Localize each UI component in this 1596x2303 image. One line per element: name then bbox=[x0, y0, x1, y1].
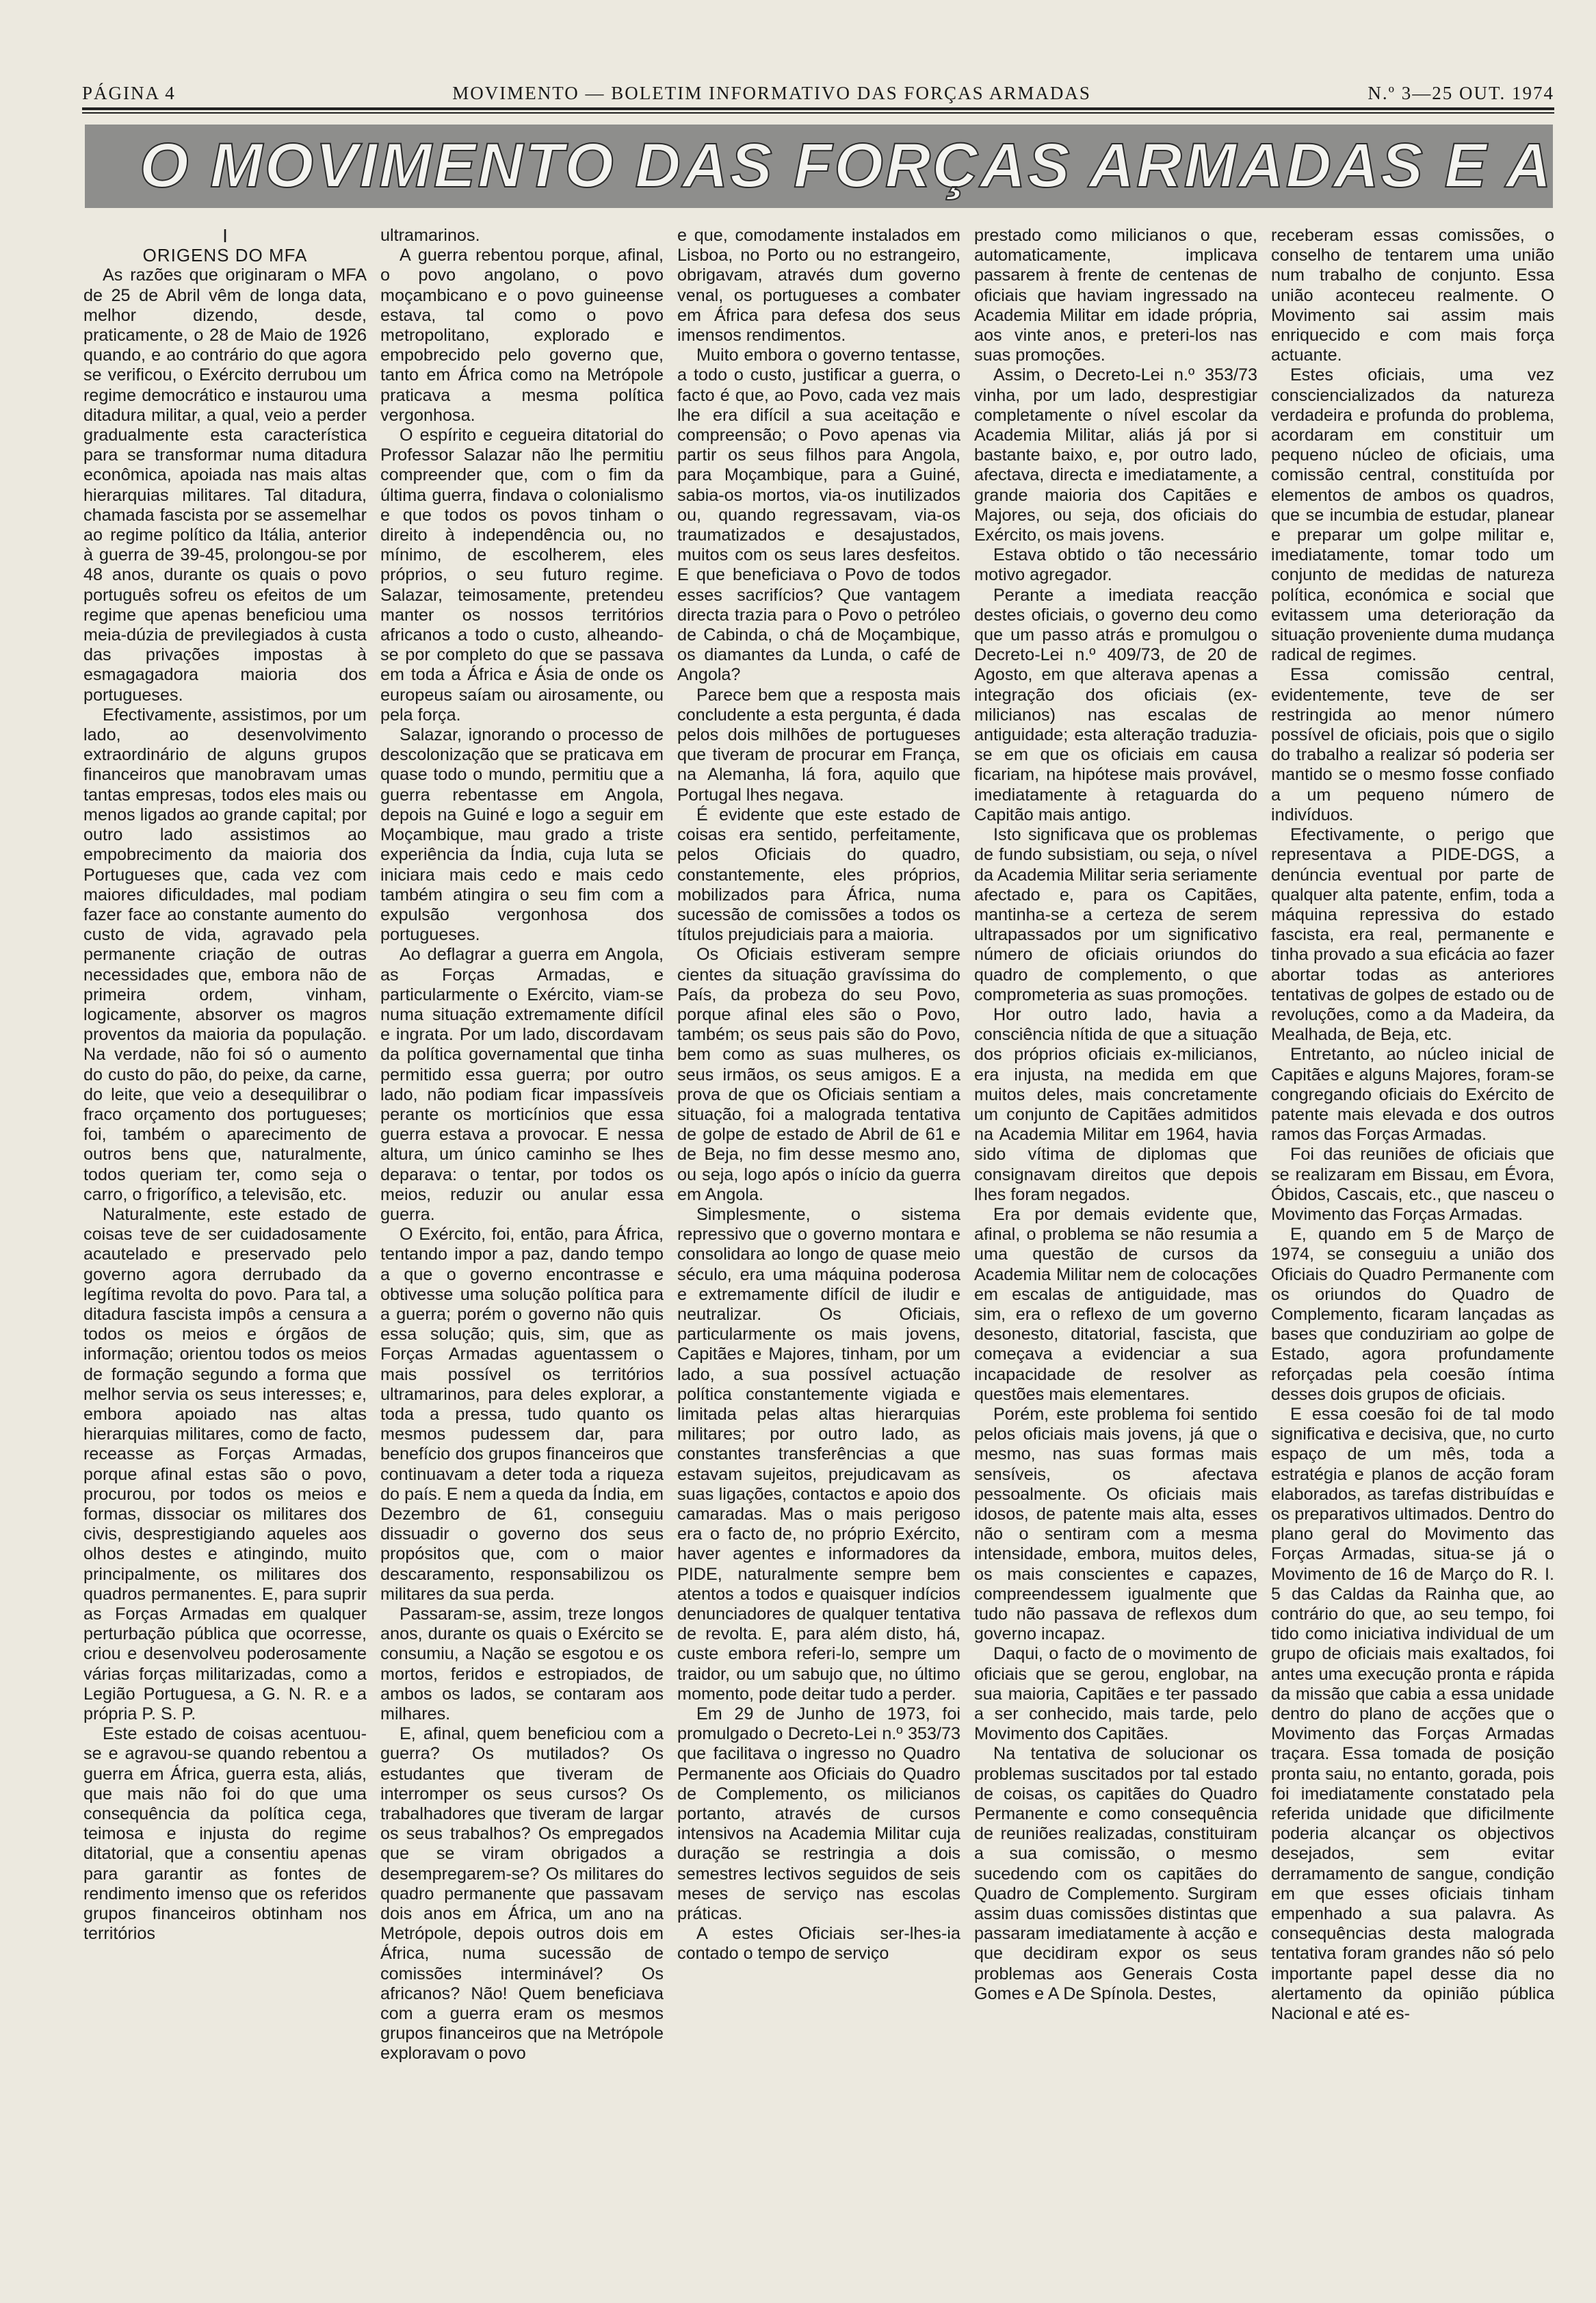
paragraph: O espírito e cegueira ditatorial do Professor Salazar não lhe permitiu compreender que, com o fim da última guerra, findava o colonialismo e que todos os povos tinham o direito à independência ou, no mínimo, de escolherem, eles próprios, o seu futuro regime. Salazar, teimosamente, pretendeu manter os nossos territórios africanos a todo o custo, alheando-se por completo do que se passava em toda a África e Ásia de onde os europeus saíam ou airosamente, ou pela força. bbox=[380, 426, 664, 725]
paragraph: Os Oficiais estiveram sempre cientes da situação gravíssima do País, da probeza do seu Povo, porque afinal eles são o Povo, também; os seus pais são do Povo, bem como as suas mulheres, os seus irmãos, os seus amigos. E a prova de que os Oficiais sentiam a situação, foi a malograda tentativa de golpe de estado de Abril de 61 e de Beja, no fim desse mesmo ano, ou seja, logo após o início da guerra em Angola. bbox=[677, 945, 960, 1204]
headline-banner bbox=[85, 125, 1553, 208]
paragraph: Muito embora o governo tentasse, a todo o custo, justificar a guerra, o facto é que, ao Povo, cada vez mais lhe era difícil a sua aceitação e compreensão; o Povo apenas via partir os seus filhos para Angola, para Moçambique, para a Guiné, sabia-os mortos, via-os inutilizados ou, quando regressavam, via-os traumatizados e desajustados, muitos com os seus lares desfeitos. E que beneficiava o Povo de todos esses sacrifícios? Que vantagem directa trazia para o Povo o petróleo de Cabinda, o chá de Moçambique, os diamantes da Lunda, o café de Angola? bbox=[677, 346, 960, 685]
article-column-5 bbox=[1271, 226, 1554, 2272]
paragraph: Foi das reuniões de oficiais que se realizaram em Bissau, em Évora, Óbidos, Cascais, etc., que nasceu o Movimento das Forças Armadas. bbox=[1271, 1145, 1554, 1224]
paragraph: Perante a imediata reacção destes oficiais, o governo deu como que um passo atrás e promulgou o Decreto-Lei n.º 409/73, de 20 de Agosto, em que alterava apenas a integração dos oficiais (ex-milicianos) nas escalas de antiguidade; esta alteração traduzia-se em que os oficiais em causa ficariam, na hipótese mais provável, imediatamente à retaguarda do Capitão mais antigo. bbox=[974, 585, 1257, 824]
header-rule bbox=[82, 107, 1554, 110]
paragraph: Isto significava que os problemas de fundo subsistiam, ou seja, o nível da Academia Militar seria seriamente afectado e, para os Capitães, mantinha-se a certeza de serem ultrapassados por um significativo número de oficiais oriundos do quadro de complemento, o que comprometeria as suas promoções. bbox=[974, 825, 1257, 1004]
paragraph: Era por demais evidente que, afinal, o problema se não resumia a uma questão de cursos da Academia Militar nem de colocações em escalas de antiguidade, mas sim, era o reflexo de um governo desonesto, ditatorial, fascista, que começava a evidenciar a sua incapacidade de resolver as questões mais elementares. bbox=[974, 1204, 1257, 1404]
paragraph: As razões que originaram o MFA de 25 de Abril vêm de longa data, melhor dizendo, desde, praticamente, o 28 de Maio de 1926 quando, e ao contrário do que agora se verificou, o Exército derrubou um regime democrático e instaurou uma ditadura militar, a qual, veio a perder gradualmente esta característica para se transformar numa ditadura econômica, apoiada nas mais altas hierarquias militares. Tal ditadura, chamada fascista por se assemelhar ao regime político da Itália, anterior à guerra de 39-45, prolongou-se por 48 anos, durante os quais o povo português sofreu os efeitos de um regime que apenas beneficiou uma meia-dúzia de previlegiados à custa das privações impostas à esmagagadora maioria dos portugueses. bbox=[83, 265, 367, 705]
publication-title: MOVIMENTO — BOLETIM INFORMATIVO DAS FORÇAS ARMADAS bbox=[452, 83, 1091, 103]
article-column-3 bbox=[677, 226, 960, 2272]
paragraph: Este estado de coisas acentuou-se e agravou-se quando rebentou a guerra em África, guerra esta, aliás, que mais não foi do que uma consequência da política cega, teimosa e injusta do regime ditatorial, que a consentiu apenas para garantir as fontes de rendimento imenso que os referidos grupos financeiros obtinham nos territórios bbox=[83, 1724, 367, 1944]
page-number: PÁGINA 4 bbox=[82, 83, 176, 103]
paragraph: O Exército, foi, então, para África, tentando impor a paz, dando tempo a que o governo encontrasse e obtivesse uma solução política para a guerra; porém o governo não quis essa solução; quis, sim, que as Forças Armadas aguentassem o mais possível os territórios ultramarinos, para deles explorar, a toda a pressa, tudo quanto os mesmos pudessem dar, para benefício dos grupos financeiros que continuavam a deter toda a riqueza do país. E nem a queda da Índia, em Dezembro de 61, conseguiu dissuadir o governo dos seus propósitos que, com o maior descaramento, responsabilizou os militares da sua perda. bbox=[380, 1225, 664, 1604]
paragraph: Na tentativa de solucionar os problemas suscitados por tal estado de coisas, os capitães do Quadro Permanente e como consequência de reuniões realizadas, constituiram a sua comissão, o mesmo sucedendo com os capitães do Quadro de Complemento. Surgiram assim duas comissões distintas que passaram imediatamente à acção e que decidiram expor os seus problemas aos Generais Costa Gomes e A De Spínola. Destes, bbox=[974, 1744, 1257, 2003]
headline: O MOVIMENTO DAS FORÇAS ARMADAS E A bbox=[140, 131, 1553, 200]
paragraph: É evidente que este estado de coisas era sentido, perfeitamente, pelos Oficiais do quadro, constantemente, eles próprios, mobilizados para África, numa sucessão de comissões a todos os títulos prejudiciais para a maioria. bbox=[677, 805, 960, 945]
paragraph: Hor outro lado, havia a consciência nítida de que a situação dos próprios oficiais ex-milicianos, era injusta, na medida em que muitos deles, mais concretamente um conjunto de Capitães admitidos na Academia Militar em 1964, havia sido vítima de diplomas que consignavam direitos que depois lhes foram negados. bbox=[974, 1004, 1257, 1204]
article-column-1 bbox=[83, 226, 367, 2272]
paragraph: Salazar, ignorando o processo de descolonização que se praticava em quase todo o mundo, permitiu que a guerra rebentasse em Angola, depois na Guiné e logo a seguir em Moçambique, mau grado a triste experiência da Índia, cuja luta se iniciara mais cedo e mais cedo também atingira o seu fim com a expulsão vergonhosa dos portugueses. bbox=[380, 725, 664, 945]
paragraph: Efectivamente, o perigo que representava a PIDE-DGS, a denúncia eventual por parte de qualquer alta patente, enfim, toda a máquina repressiva do estado fascista, era real, permanente e tinha provado a sua eficácia ao fazer abortar todas as anteriores tentativas de golpes de estado ou de revoluções, como a da Madeira, da Mealhada, de Beja, etc. bbox=[1271, 825, 1554, 1045]
paragraph: receberam essas comissões, o conselho de tentarem uma união num trabalho de conjunto. Essa união aconteceu realmente. O Movimento sai assim mais enriquecido e com mais força actuante. bbox=[1271, 226, 1554, 365]
paragraph: Ao deflagrar a guerra em Angola, as Forças Armadas, e particularmente o Exército, viam-se numa situação extremamente difícil e ingrata. Por um lado, discordavam da política governamental que tinha permitido essa guerra; por outro lado, não podiam ficar impassíveis perante os morticínios que essa guerra estava a provocar. E nessa altura, um único caminho se lhes deparava: o tentar, por todos os meios, reduzir ou anular essa guerra. bbox=[380, 945, 664, 1224]
paragraph: e que, comodamente instalados em Lisboa, no Porto ou no estrangeiro, obrigavam, através dum governo venal, os portugueses a combater em África para defesa dos seus imensos rendimentos. bbox=[677, 226, 960, 346]
paragraph: E, afinal, quem beneficiou com a guerra? Os mutilados? Os estudantes que tiveram de interromper os seus cursos? Os trabalhadores que tiveram de largar os seus trabalhos? Os empregados que se viram obrigados a desempregarem-se? Os militares do quadro permanente que passavam dois anos em África, um ano na Metrópole, depois outros dois em África, numa sucessão de comissões interminável? Os africanos? Não! Quem beneficiava com a guerra eram os mesmos grupos financeiros que na Metrópole exploravam o povo bbox=[380, 1724, 664, 2064]
paragraph: A guerra rebentou porque, afinal, o povo angolano, o povo moçambicano e o povo guineense estava, tal como o povo metropolitano, explorado e empobrecido pelo governo que, tanto em África como na Metrópole praticava a mesma política vergonhosa. bbox=[380, 246, 664, 425]
paragraph: ultramarinos. bbox=[380, 226, 480, 245]
paragraph: E, quando em 5 de Março de 1974, se conseguiu a união dos Oficiais do Quadro Permanente com os oriundos do Quadro de Complemento, ficaram lançadas as bases que conduziriam ao golpe de Estado, agora profundamente reforçadas pela coesão íntima desses dois grupos de oficiais. bbox=[1271, 1225, 1554, 1404]
paragraph: Efectivamente, assistimos, por um lado, ao desenvolvimento extraordinário de alguns grupos financeiros que manobravam umas tantas empresas, todos eles mais ou menos ligados ao grande capital; por outro lado assistimos ao empobrecimento da maioria dos Portugueses que, cada vez com maiores dificuldades, mal podiam fazer face ao constante aumento do custo de vida, agravado pela permanente criação de outras necessidades que, embora não de primeira ordem, vinham, logicamente, absorver os magros proventos da maioria da população. Na verdade, não foi só o aumento do custo do pão, do peixe, da carne, do leite, que veio a desequilibrar o fraco orçamento dos portugueses; foi, também o aparecimento de outros bens que, naturalmente, todos queriam ter, como seja o carro, o frigorífico, a televisão, etc. bbox=[83, 705, 367, 1204]
article-column-2 bbox=[380, 226, 664, 2272]
paragraph: Parece bem que a resposta mais concludente a esta pergunta, é dada pelos dois milhões de portugueses que tiveram de procurar em França, na Alemanha, lá fora, aquilo que Portugal lhes negava. bbox=[677, 685, 960, 805]
section-number: I bbox=[222, 226, 228, 246]
paragraph: E essa coesão foi de tal modo significativa e decisiva, que, no curto espaço de um mês, toda a estratégia e planos de acção foram elaborados, as tarefas distribuídas e os preparativos ultimados. Dentro do plano geral do Movimento das Forças Armadas, situa-se já o Movimento de 16 de Março do R. I. 5 das Caldas da Rainha que, ao contrário do que, ao seu tempo, foi tido como iniciativa individual de um grupo de oficiais mais exaltados, foi antes uma execução pronta e rápida da missão que cabia a essa unidade dentro do plano de acções que o Movimento das Forças Armadas traçara. Essa tomada de posição pronta saiu, no entanto, gorada, pois foi imediatamente constatado pela referida unidade que dificilmente poderia alcançar os objectivos desejados, sem evitar derramamento de sangue, condição em que esses oficiais tinham empenhado a sua palavra. As consequências desta malograda tentativa foram grandes não só pelo importante papel desse dia no alertamento da opinião pública Nacional e até es- bbox=[1271, 1404, 1554, 2024]
paragraph: Estes oficiais, uma vez consciencializados da natureza verdadeira e profunda do problema, acordaram em constituir um pequeno núcleo de oficiais, uma comissão central, constituída por elementos de ambos os quadros, que se incumbia de estudar, planear e preparar um golpe militar e, imediatamente, tomar todo um conjunto de medidas de natureza política, económica e social que evitassem uma deterioração da situação proveniente duma mudança radical de regimes. bbox=[1271, 365, 1554, 665]
paragraph: A estes Oficiais ser-lhes-ia contado o tempo de serviço bbox=[677, 1924, 960, 1964]
paragraph: Simplesmente, o sistema repressivo que o governo montara e consolidara ao longo de quase meio século, era uma máquina poderosa e extremamente difícil de iludir e neutralizar. Os Oficiais, particularmente os mais jovens, Capitães e Majores, tinham, por um lado, a sua possível actuação política constantemente vigiada e limitada pelas altas hierarquias militares; por outro lado, as constantes transferências a que estavam sujeitos, prejudicavam as suas ligações, contactos e apoio dos camaradas. Mas o mais perigoso era o facto de, no próprio Exército, haver agentes e informadores da PIDE, naturalmente sempre bem atentos a todos e quaisquer indícios denunciadores de qualquer tentativa de revolta. E, para além disto, há, custe embora referi-lo, sempre um traidor, ou um sabujo que, no último momento, pode deitar tudo a perder. bbox=[677, 1204, 960, 1704]
section-title: ORIGENS DO MFA bbox=[142, 245, 308, 266]
header-rule-thin bbox=[82, 112, 1554, 114]
paragraph: Essa comissão central, evidentemente, teve de ser restringida ao menor número possível de oficiais, pois que o sigilo do trabalho a realizar só poderia ser mantido se o mesmo fosse confiado a um pequeno número de indivíduos. bbox=[1271, 665, 1554, 824]
paragraph: Naturalmente, este estado de coisas teve de ser cuidadosamente acautelado e preservado pelo governo agora derrubado da legítima revolta do povo. Para tal, a ditadura fascista impôs a censura a todos os meios e órgãos de informação; orientou todos os meios de formação segundo a forma que melhor servia os seus interesses; e, embora apoiado nas altas hierarquias militares, como de facto, receasse as Forças Armadas, porque afinal estas são o povo, procurou, por todos os meios e formas, dissociar os militares dos civis, desprestigiando aqueles aos olhos destes e atingindo, muito principalmente, os militares dos quadros permanentes. E, para suprir as Forças Armadas em qualquer perturbação pública que ocorresse, criou e desenvolveu poderosamente várias forças militarizadas, como a Legião Portuguesa, a G. N. R. e a própria P. S. P. bbox=[83, 1204, 367, 1724]
paragraph: Assim, o Decreto-Lei n.º 353/73 vinha, por um lado, desprestigiar completamente o nível escolar da Academia Militar, aliás já por si bastante baixo, e, por outro lado, afectava, directa e imediatamente, a grande maioria dos Capitães e Majores, ou seja, dos oficiais do Exército, os mais jovens. bbox=[974, 365, 1257, 545]
issue-date: N.º 3—25 OUT. 1974 bbox=[1368, 83, 1554, 103]
paragraph: prestado como milicianos o que, automaticamente, implicava passarem à frente de centenas de oficiais que haviam ingressado na Academia Militar em idade própria, aos vinte anos, e preteri-los nas suas promoções. bbox=[974, 226, 1257, 365]
article-column-4 bbox=[974, 226, 1257, 2272]
page-header bbox=[82, 77, 1554, 104]
paragraph: Entretanto, ao núcleo inicial de Capitães e alguns Majores, foram-se congregando oficiais do Exército de patente mais elevada e dos outros ramos das Forças Armadas. bbox=[1271, 1045, 1554, 1145]
paragraph: Em 29 de Junho de 1973, foi promulgado o Decreto-Lei n.º 353/73 que facilitava o ingresso no Quadro Permanente aos Oficiais do Quadro de Complemento, os milicianos portanto, através de cursos intensivos na Academia Militar cuja duração se restringia a dois semestres lectivos seguidos de seis meses de serviço nas escolas práticas. bbox=[677, 1704, 960, 1924]
paragraph: Estava obtido o tão necessário motivo agregador. bbox=[974, 545, 1257, 585]
paragraph: Porém, este problema foi sentido pelos oficiais mais jovens, já que o mesmo, nas suas formas mais sensíveis, os afectava pessoalmente. Os oficiais mais idosos, de patente mais alta, esses não o sentiram com a mesma intensidade, embora, muitos deles, os mais conscientes e capazes, compreendessem igualmente que tudo não passava de reflexos dum governo incapaz. bbox=[974, 1404, 1257, 1644]
paragraph: Daqui, o facto de o movimento de oficiais que se gerou, englobar, na sua maioria, Capitães e ter passado a ser conhecido, mais tarde, pelo Movimento dos Capitães. bbox=[974, 1644, 1257, 1744]
paragraph: Passaram-se, assim, treze longos anos, durante os quais o Exército se consumiu, a Nação se esgotou e os mortos, feridos e estropiados, de ambos os lados, se contaram aos milhares. bbox=[380, 1604, 664, 1724]
